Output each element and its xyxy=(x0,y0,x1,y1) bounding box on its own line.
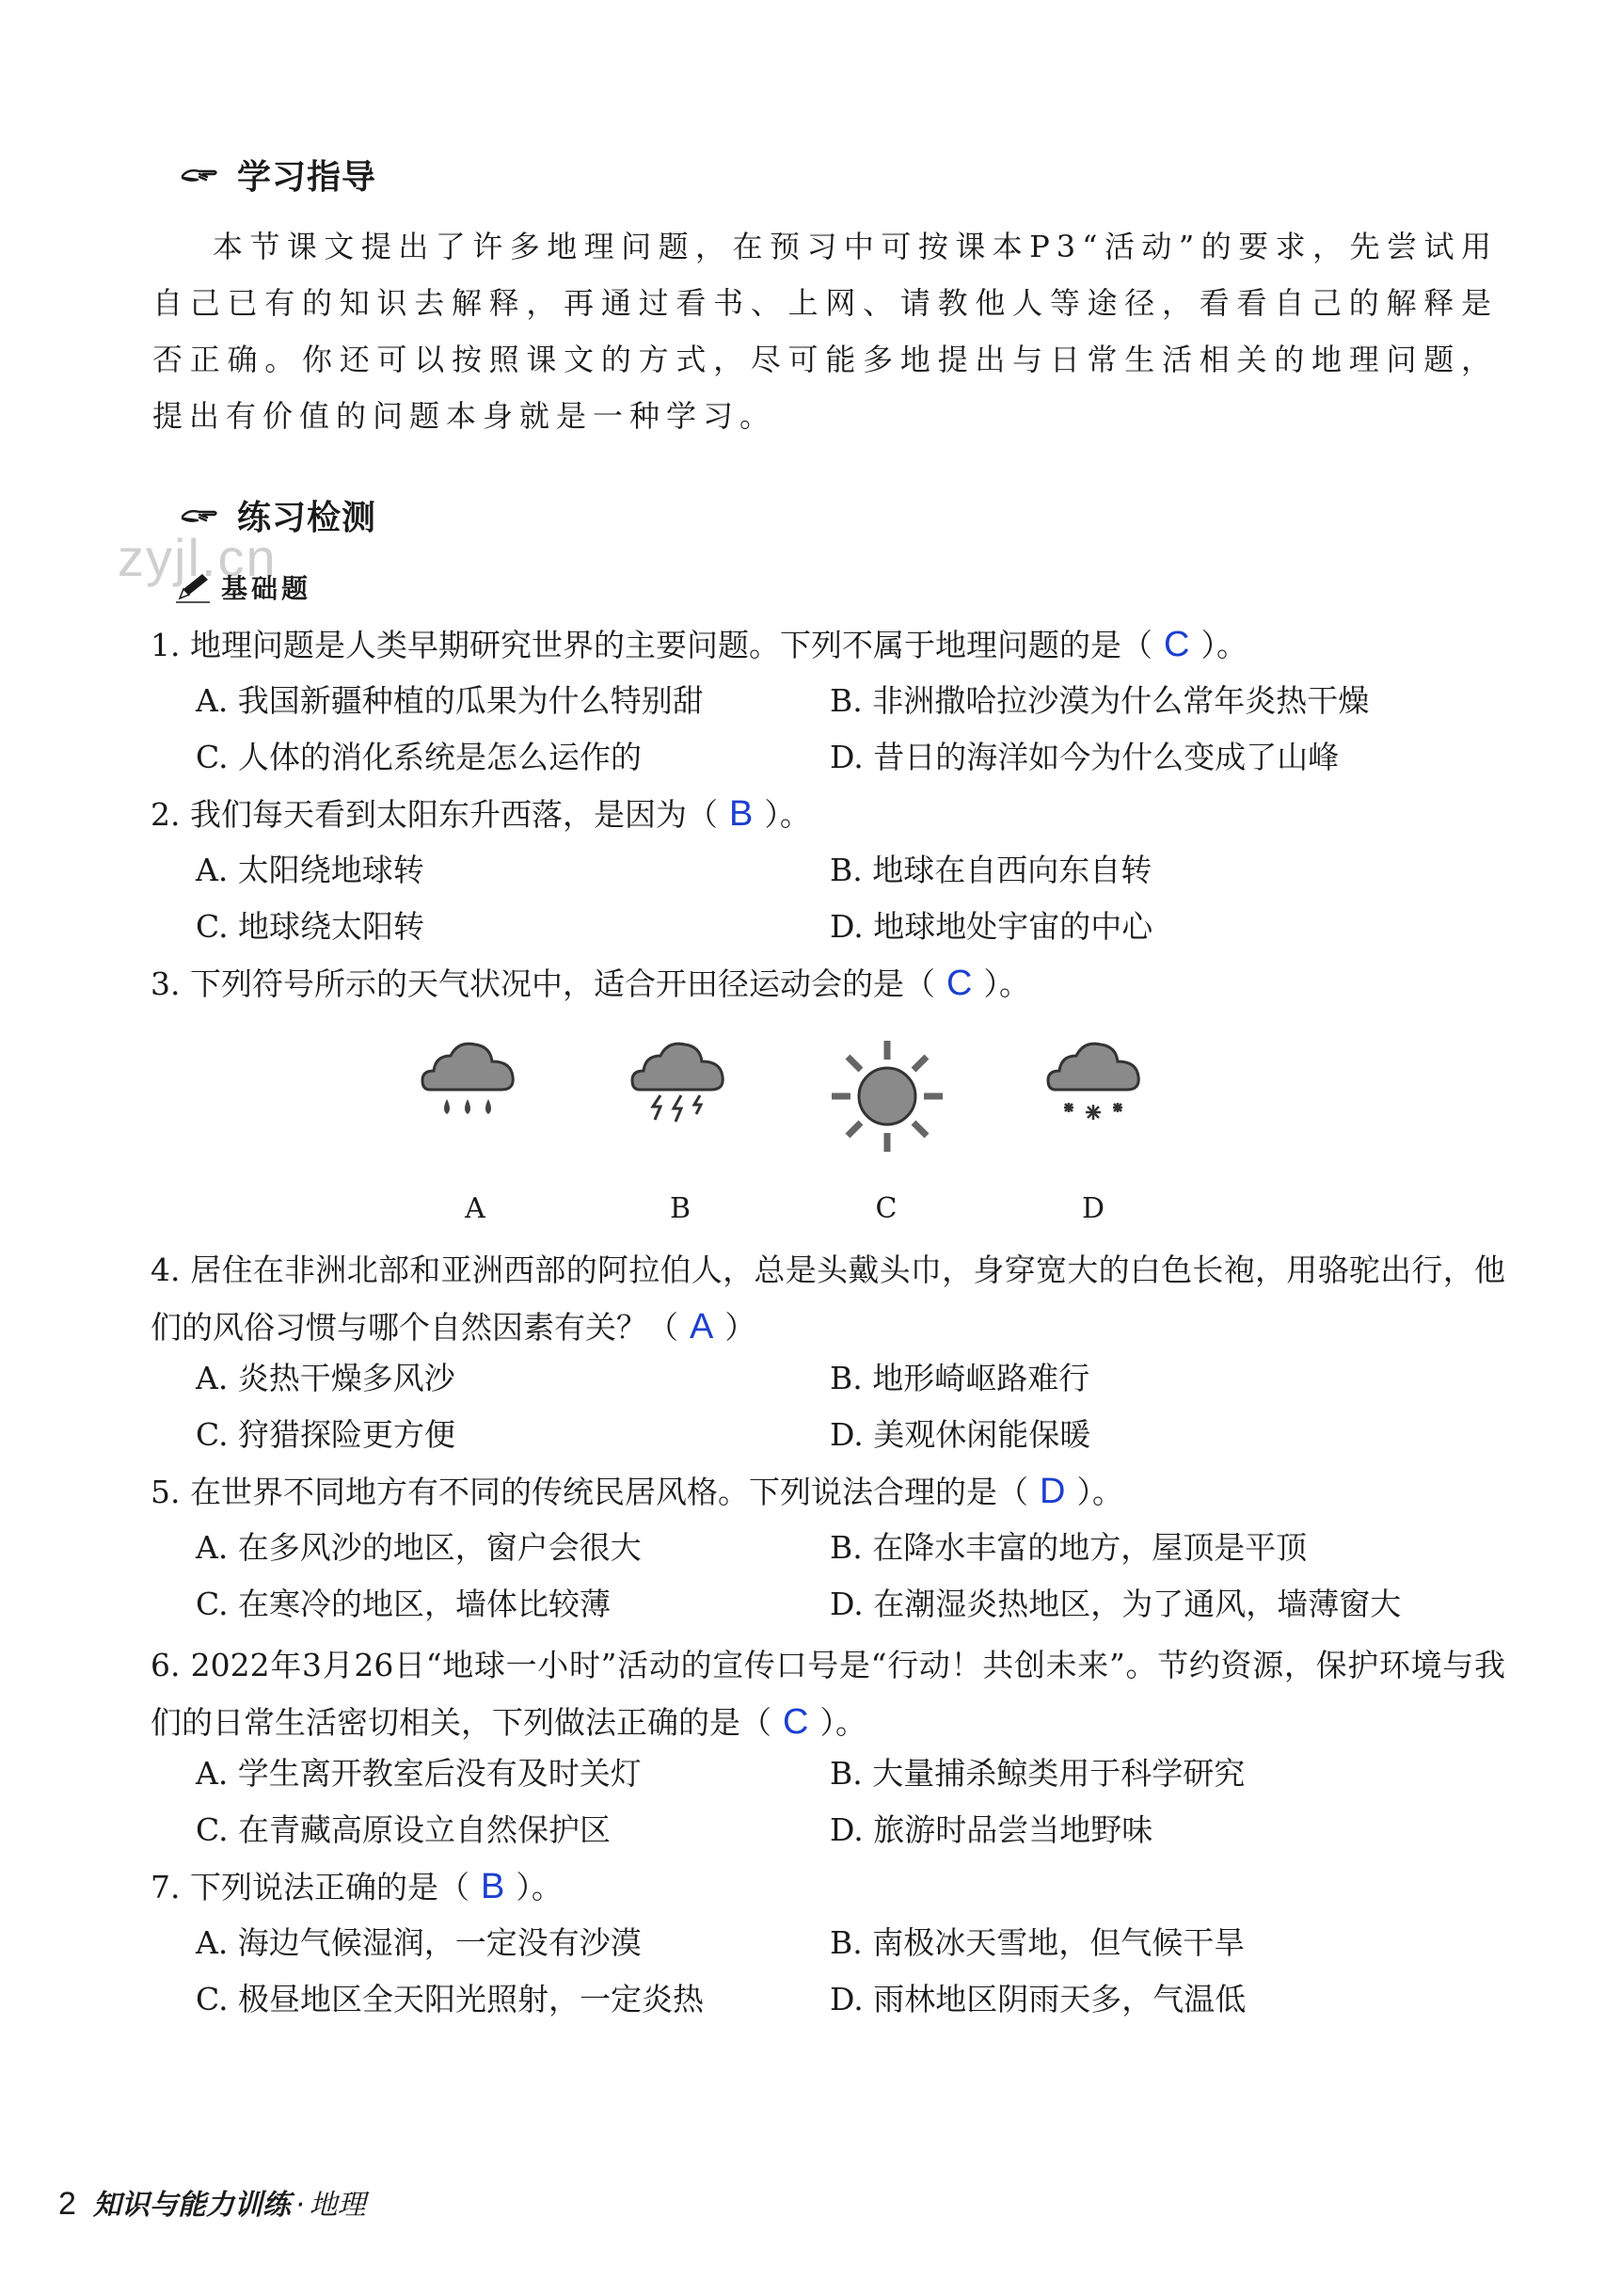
option-d: D. 在潮湿炎热地区，为了通风，墙薄窗大 xyxy=(830,1586,1402,1622)
option-b: B. 地形崎岖路难行 xyxy=(830,1360,1090,1396)
question-text: 在世界不同地方有不同的传统民居风格。下列说法合理的是（ xyxy=(190,1474,1028,1510)
question-7-stem xyxy=(151,1868,563,1906)
answer-mark: A xyxy=(690,1307,714,1347)
option-c: C. 极昼地区全天阳光照射，一定炎热 xyxy=(196,1981,705,2017)
question-tail: ）。 xyxy=(1076,1474,1123,1510)
option-c: C. 在青藏高原设立自然保护区 xyxy=(196,1811,612,1848)
question-text: 居住在非洲北部和亚洲西部的阿拉伯人，总是头戴头巾，身穿宽大的白色长袍，用骆驼出行，他们的风俗习惯与哪个自然因素有关？（ xyxy=(151,1252,1505,1346)
section-title-practice: 练习检测 xyxy=(237,499,377,537)
question-1-stem xyxy=(151,626,1248,664)
question-tail: ）。 xyxy=(983,965,1030,1002)
page-number: 2 xyxy=(58,2186,76,2222)
guide-paragraph: 本节课文提出了许多地理问题，在预习中可按课本P3“活动”的要求，先尝试用自己已有的知识去解释，再通过看书、上网、请教他人等途径，看看自己的解释是否正确。你还可以按照课文的方式，尽可能多地提出与日常生活相关的地理问题，提出有价值的问题本身就是一种学习。 xyxy=(152,229,1498,434)
pencil-icon xyxy=(174,570,212,604)
option-d: D. 旅游时品尝当地野味 xyxy=(830,1811,1153,1848)
answer-mark: C xyxy=(1164,625,1190,664)
symbol-label-d: D xyxy=(1081,1192,1105,1225)
option-a: A. 我国新疆种植的瓜果为什么特别甜 xyxy=(196,682,704,719)
question-tail: ）。 xyxy=(516,1869,563,1905)
option-b: B. 大量捕杀鲸类用于科学研究 xyxy=(830,1755,1246,1792)
symbol-label-a: A xyxy=(465,1192,485,1225)
symbol-label-b: B xyxy=(669,1192,691,1225)
option-a: A. 炎热干燥多风沙 xyxy=(196,1360,455,1396)
option-c: C. 在寒冷的地区，墙体比较薄 xyxy=(196,1586,612,1622)
question-tail: ）。 xyxy=(1200,627,1248,663)
option-c: C. 人体的消化系统是怎么运作的 xyxy=(196,739,643,775)
question-tail: ）。 xyxy=(819,1704,866,1741)
option-b: B. 在降水丰富的地方，屋顶是平顶 xyxy=(830,1529,1308,1566)
question-tail: ） xyxy=(724,1309,756,1346)
option-d: D. 地球地处宇宙的中心 xyxy=(830,908,1153,945)
option-b: B. 地球在自西向东自转 xyxy=(830,852,1152,888)
option-a: A. 海边气候湿润，一定没有沙漠 xyxy=(196,1924,642,1961)
option-c: C. 狩猎探险更方便 xyxy=(196,1416,456,1453)
answer-mark: B xyxy=(481,1867,505,1906)
footer-separator: · xyxy=(295,2189,305,2222)
option-c: C. 地球绕太阳转 xyxy=(196,908,425,945)
cloud-snow-icon xyxy=(1044,1035,1148,1139)
option-a: A. 在多风沙的地区，窗户会很大 xyxy=(196,1529,642,1566)
question-4-stem xyxy=(151,1242,1505,1356)
question-text: 地理问题是人类早期研究世界的主要问题。下列不属于地理问题的是（ xyxy=(190,627,1152,663)
option-b: B. 南极冰天雪地，但气候干旱 xyxy=(830,1924,1246,1961)
question-tail: ）。 xyxy=(764,796,811,833)
pointing-hand-icon xyxy=(179,163,220,187)
option-a: A. 太阳绕地球转 xyxy=(196,852,424,888)
question-number: 1. xyxy=(151,627,181,663)
option-d: D. 雨林地区阴雨天多，气温低 xyxy=(830,1981,1247,2017)
question-text: 下列说法正确的是（ xyxy=(190,1869,469,1905)
question-text: 2022年3月26日“地球一小时”活动的宣传口号是“行动！共创未来”。节约资源，保护环境与我们的日常生活密切相关，下列做法正确的是（ xyxy=(151,1647,1505,1741)
section-title-guide: 学习指导 xyxy=(237,158,377,197)
page-footer xyxy=(58,2181,366,2223)
book-title: 知识与能力训练 xyxy=(92,2189,291,2222)
question-3-stem xyxy=(151,965,1030,1003)
question-6-stem xyxy=(151,1637,1505,1751)
subheading-text: 基础题 xyxy=(221,573,312,604)
question-number: 7. xyxy=(151,1869,181,1905)
watermark: zyjl.cn xyxy=(118,528,278,587)
option-a: A. 学生离开教室后没有及时关灯 xyxy=(196,1755,642,1792)
question-5-stem xyxy=(151,1473,1123,1511)
question-number: 2. xyxy=(151,796,181,833)
answer-mark: C xyxy=(946,964,973,1003)
cloud-thunder-icon xyxy=(628,1035,732,1139)
question-text: 下列符号所示的天气状况中，适合开田径运动会的是（ xyxy=(190,965,935,1002)
cloud-rain-icon xyxy=(419,1035,522,1139)
subject-name: 地理 xyxy=(309,2189,366,2222)
answer-mark: B xyxy=(729,794,754,834)
section-header-guide xyxy=(179,151,376,199)
option-d: D. 昔日的海洋如今为什么变成了山峰 xyxy=(830,739,1340,775)
question-number: 6. xyxy=(151,1647,181,1683)
pointing-hand-icon xyxy=(179,503,220,528)
answer-mark: C xyxy=(783,1702,809,1742)
option-d: D. 美观休闲能保暖 xyxy=(830,1416,1091,1453)
question-number: 5. xyxy=(151,1474,181,1510)
subheading-basic xyxy=(174,568,311,606)
question-2-stem xyxy=(151,795,811,834)
question-number: 3. xyxy=(151,965,181,1002)
question-number: 4. xyxy=(151,1252,181,1288)
question-text: 我们每天看到太阳东升西落，是因为（ xyxy=(190,796,718,833)
sun-icon xyxy=(826,1035,948,1157)
answer-mark: D xyxy=(1040,1472,1066,1511)
symbol-label-c: C xyxy=(875,1192,898,1225)
option-b: B. 非洲撒哈拉沙漠为什么常年炎热干燥 xyxy=(830,682,1370,719)
